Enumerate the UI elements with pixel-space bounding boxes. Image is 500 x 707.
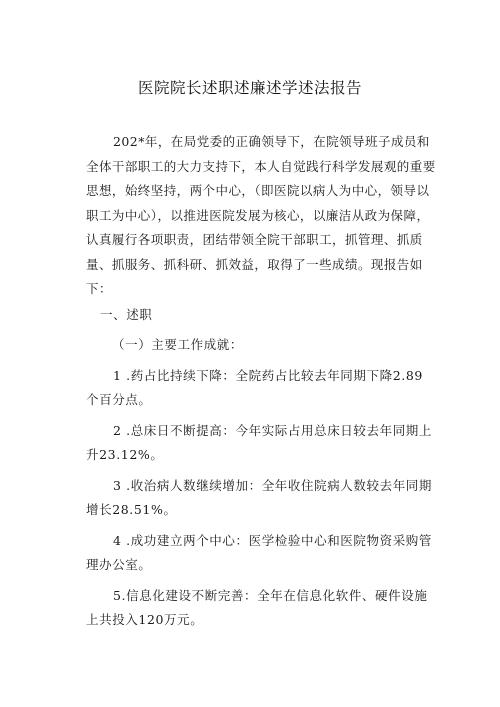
section-heading-report: 一、述职 [100,306,153,322]
list-item: 2 .总床日不断提高：今年实际占用总床日较去年同期上升23.12%。 [86,422,433,462]
intro-paragraph: 202*年，在局党委的正确领导下，在院领导班子成员和全体干部职工的大力支持下，本人自觉践行科学发展观的重要思想，始终坚持，两个中心，（即医院以病人为中心，领导以职工为中心），以推进医院发展为核心，以廉洁从政为保障，认真履行各项职责，团结带领全院干部职工，抓管理、抓质量、抓服务、抓科研、抓效益，取得了一些成绩。现报告如下： [86,134,436,296]
list-item: 5.信息化建设不断完善：全年在信息化软件、硬件设施上共投入120万元。 [86,587,428,627]
subsection-heading-achievements: （一）主要工作成就： [112,337,244,352]
list-item: 3 .收治病人数继续增加：全年收住院病人数较去年同期增长28.51%。 [86,477,433,517]
list-item: 4 .成功建立两个中心：医学检验中心和医院物资采购管理办公室。 [86,532,433,572]
document-title: 医院院长述职述廉述学述法报告 [137,79,362,97]
list-item: 1 .药占比持续下降：全院药占比较去年同期下降2.89个百分点。 [86,367,423,407]
document-body [86,130,436,633]
